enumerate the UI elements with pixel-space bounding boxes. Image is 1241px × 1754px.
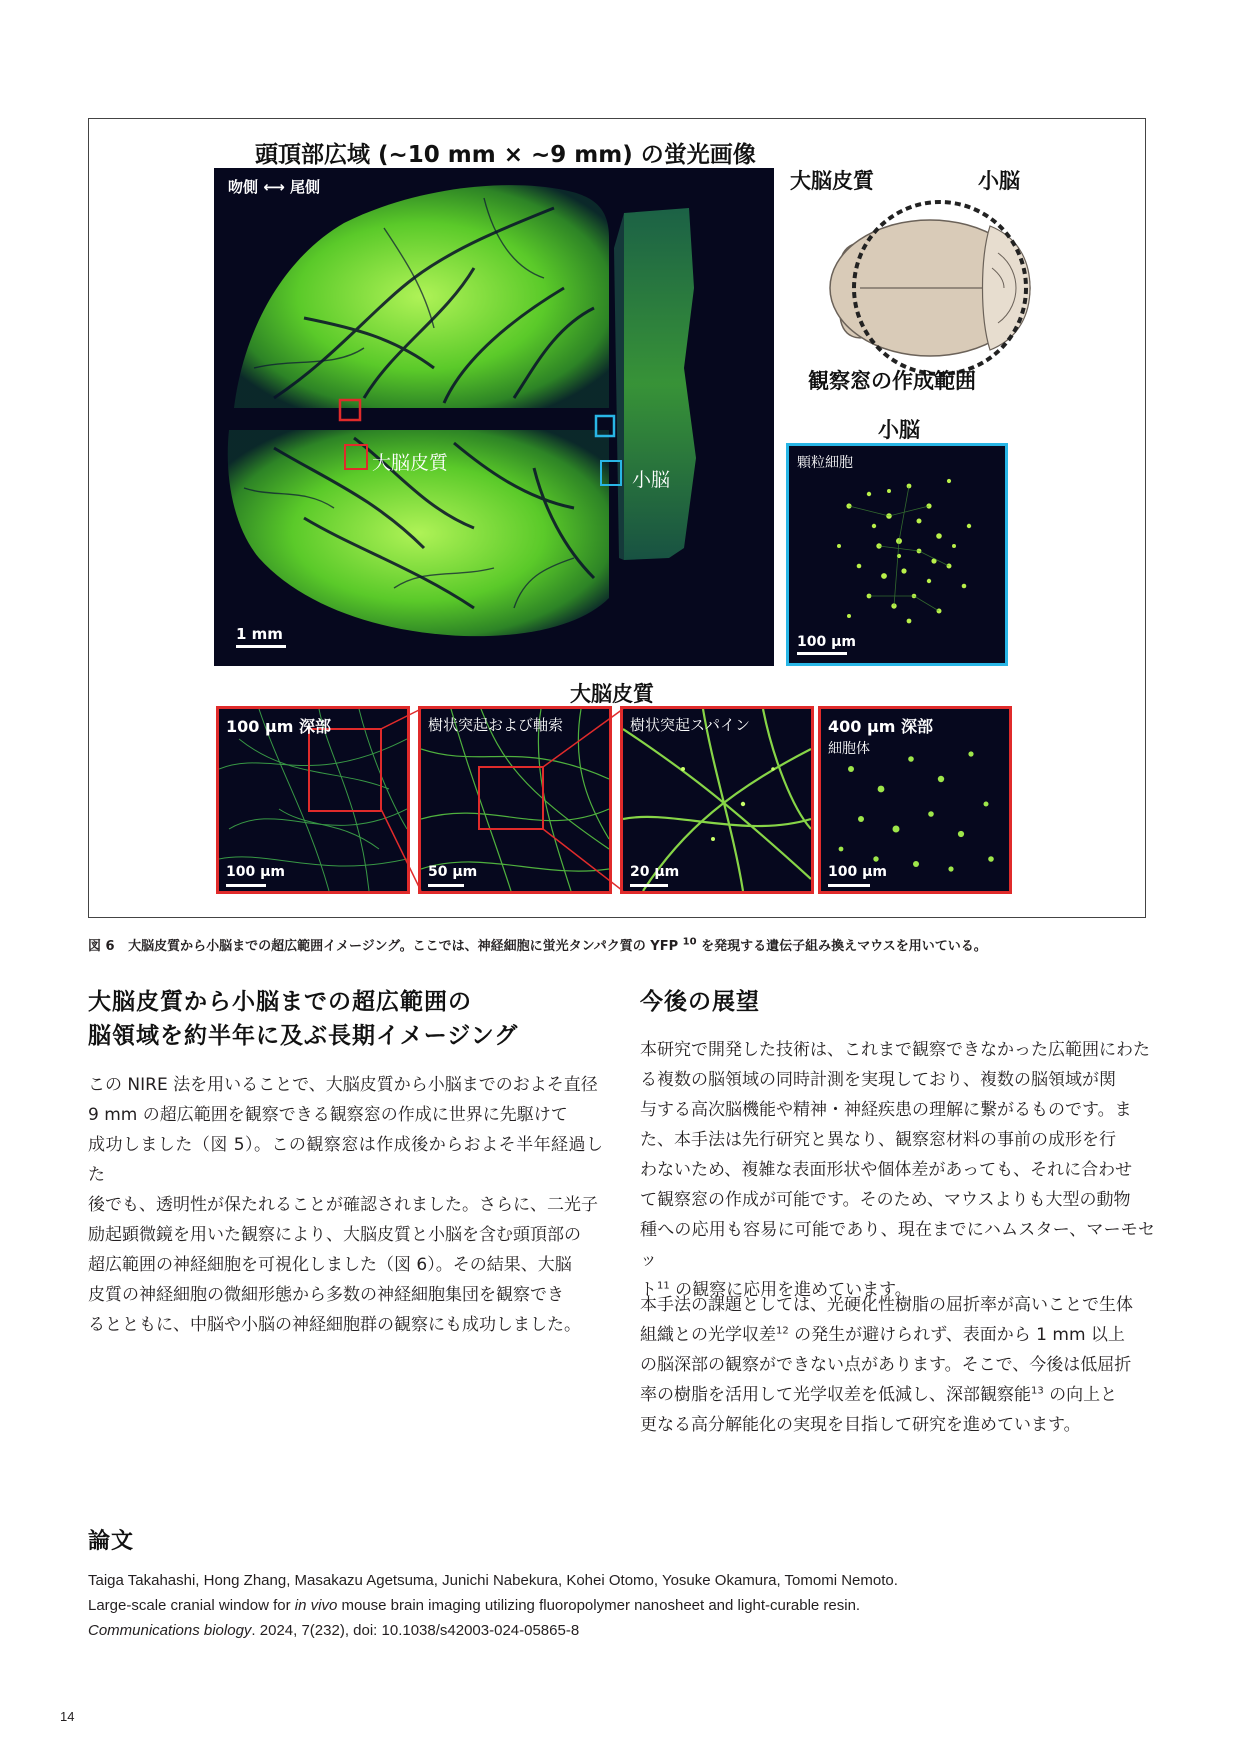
right-line: 更なる高分解能化の実現を目指して研究を進めています。 [640,1415,1081,1435]
cerebellum-inset-title: 小脳 [878,418,920,442]
left-line: 超広範囲の神経細胞を可視化しました（図 6）。その結果、大脳 [88,1255,572,1275]
right-line-text: 率の樹脂を活用して光学収差を低減し、深部観察能 [640,1385,1031,1405]
right-line: 与する高次脳機能や精神・神経疾患の理解に繋がるものです。ま [640,1100,1132,1120]
page-number: 14 [60,1709,75,1724]
left-line: 励起顕微鏡を用いた観察により、大脳皮質と小脳を含む頭頂部の [88,1225,581,1245]
left-line: 9 mm の超広範囲を観察できる観察窓の作成に世界に先駆けて [88,1105,568,1125]
panel-2-label: 樹状突起および軸索 [428,716,564,734]
left-heading [88,985,518,1053]
panel-2-scale-bar [428,884,464,887]
paper-title [88,1593,1158,1618]
left-line: 皮質の神経細胞の微細形態から多数の神経細胞集団を観察でき [88,1285,564,1305]
right-line: た、本手法は先行研究と異なり、観察窓材料の事前の成形を行 [640,1130,1116,1150]
right-line-text: の向上と [1043,1385,1118,1405]
left-line: この NIRE 法を用いることで、大脳皮質から小脳までのおよそ直径 [88,1075,598,1095]
cerebellum-label: 小脳 [632,469,671,491]
right-line [640,1380,1155,1410]
diagram-cerebellum-label: 小脳 [978,169,1020,193]
left-line: 後でも、透明性が保たれることが確認されました。さらに、二光子 [88,1195,598,1215]
left-body [88,1070,603,1340]
ref-12: 12 [776,1325,789,1337]
orientation-label: 吻側 ⟷ 尾側 [228,178,320,196]
panel-4-sublabel: 細胞体 [828,741,870,757]
cerebrum-label: 大脳皮質 [372,452,449,474]
right-line-text: の観察に応用を進めています。 [669,1280,912,1300]
right-line [640,1320,1155,1350]
panel-1-label: 100 μm 深部 [226,717,331,736]
right-line: 本手法の課題としては、光硬化性樹脂の屈折率が高いことで生体 [640,1295,1133,1315]
scale-label-main: 1 mm [236,625,283,643]
panel-3-scale-bar [630,884,668,887]
diagram-cerebrum-label: 大脳皮質 [790,169,874,193]
cerebellum-inset-scale-label: 100 μm [797,634,856,650]
panel-4-scale-bar [828,884,870,887]
paper-title-text: Large-scale cranial window for [88,1597,295,1614]
paper-reference [88,1568,1158,1643]
left-line: るとともに、中脳や小脳の神経細胞群の観察にも成功しました。 [88,1315,581,1335]
right-line: わないため、複雑な表面形状や個体差があっても、それに合わせ [640,1160,1133,1180]
left-heading-line-2: 脳領域を約半年に及ぶ長期イメージング [88,1023,519,1049]
figure-number: 図 6 [88,939,115,954]
panel-4-scale: 100 μm [828,864,887,880]
panel-4-label: 400 μm 深部 [828,717,933,736]
right-body-p1 [640,1035,1155,1305]
ref-13: 13 [1031,1385,1044,1397]
right-heading: 今後の展望 [640,989,760,1015]
paper-title-italic: in vivo [294,1597,338,1614]
right-line-text: ト [640,1280,657,1300]
figure-title: 頭頂部広域 (~10 mm × ~9 mm) の蛍光画像 [255,142,756,168]
ref-11: 11 [657,1280,670,1292]
right-line: の脳深部の観察ができない点があります。そこで、今後は低屈折 [640,1355,1132,1375]
right-line: 種への応用も容易に可能であり、現在までにハムスター、マーモセッ [640,1220,1155,1270]
paper-journal: Communications biology [88,1622,252,1639]
right-line: 本研究で開発した技術は、これまで観察できなかった広範囲にわた [640,1040,1150,1060]
cortex-row-title: 大脳皮質 [570,682,654,706]
panel-3-scale: 20 μm [630,864,680,880]
panel-1-scale: 100 μm [226,864,285,880]
paper-authors: Taiga Takahashi, Hong Zhang, Masakazu Agetsuma, Junichi Nabekura, Kohei Otomo, Yosuke Okamura, Tomomi Nemoto. [88,1572,898,1589]
panel-3-label: 樹状突起スパイン [630,716,751,734]
paper-heading: 論文 [88,1529,135,1554]
left-heading-line-1: 大脳皮質から小脳までの超広範囲の [88,989,472,1015]
panel-2-scale: 50 μm [428,864,478,880]
right-line: て観察窓の作成が可能です。そのため、マウスよりも大型の動物 [640,1190,1131,1210]
panel-1-scale-bar [226,884,266,887]
figure-caption [88,935,1158,954]
paper-citation [88,1618,1158,1643]
caption-ref: 10 [682,936,697,948]
right-body-p2 [640,1290,1155,1440]
caption-text-2: を発現する遺伝子組み換えマウスを用いている。 [696,939,987,954]
diagram-window-range-label: 観察窓の作成範囲 [808,369,976,393]
right-line-text: 組織との光学収差 [640,1325,776,1345]
granule-cell-label: 顆粒細胞 [797,455,853,471]
paper-citation-text: . 2024, 7(232), doi: 10.1038/s42003-024-05865-8 [251,1622,580,1639]
paper-title-text: mouse brain imaging utilizing fluoropolymer nanosheet and light-curable resin. [337,1597,861,1614]
caption-text-1: 大脳皮質から小脳までの超広範囲イメージング。ここでは、神経細胞に蛍光タンパク質の YFP [128,939,683,954]
right-line-text: の発生が避けられず、表面から 1 mm 以上 [788,1325,1125,1345]
right-line: る複数の脳領域の同時計測を実現しており、複数の脳領域が関 [640,1070,1116,1090]
left-line: 成功しました（図 5）。この観察窓は作成後からおよそ半年経過した [88,1135,603,1185]
